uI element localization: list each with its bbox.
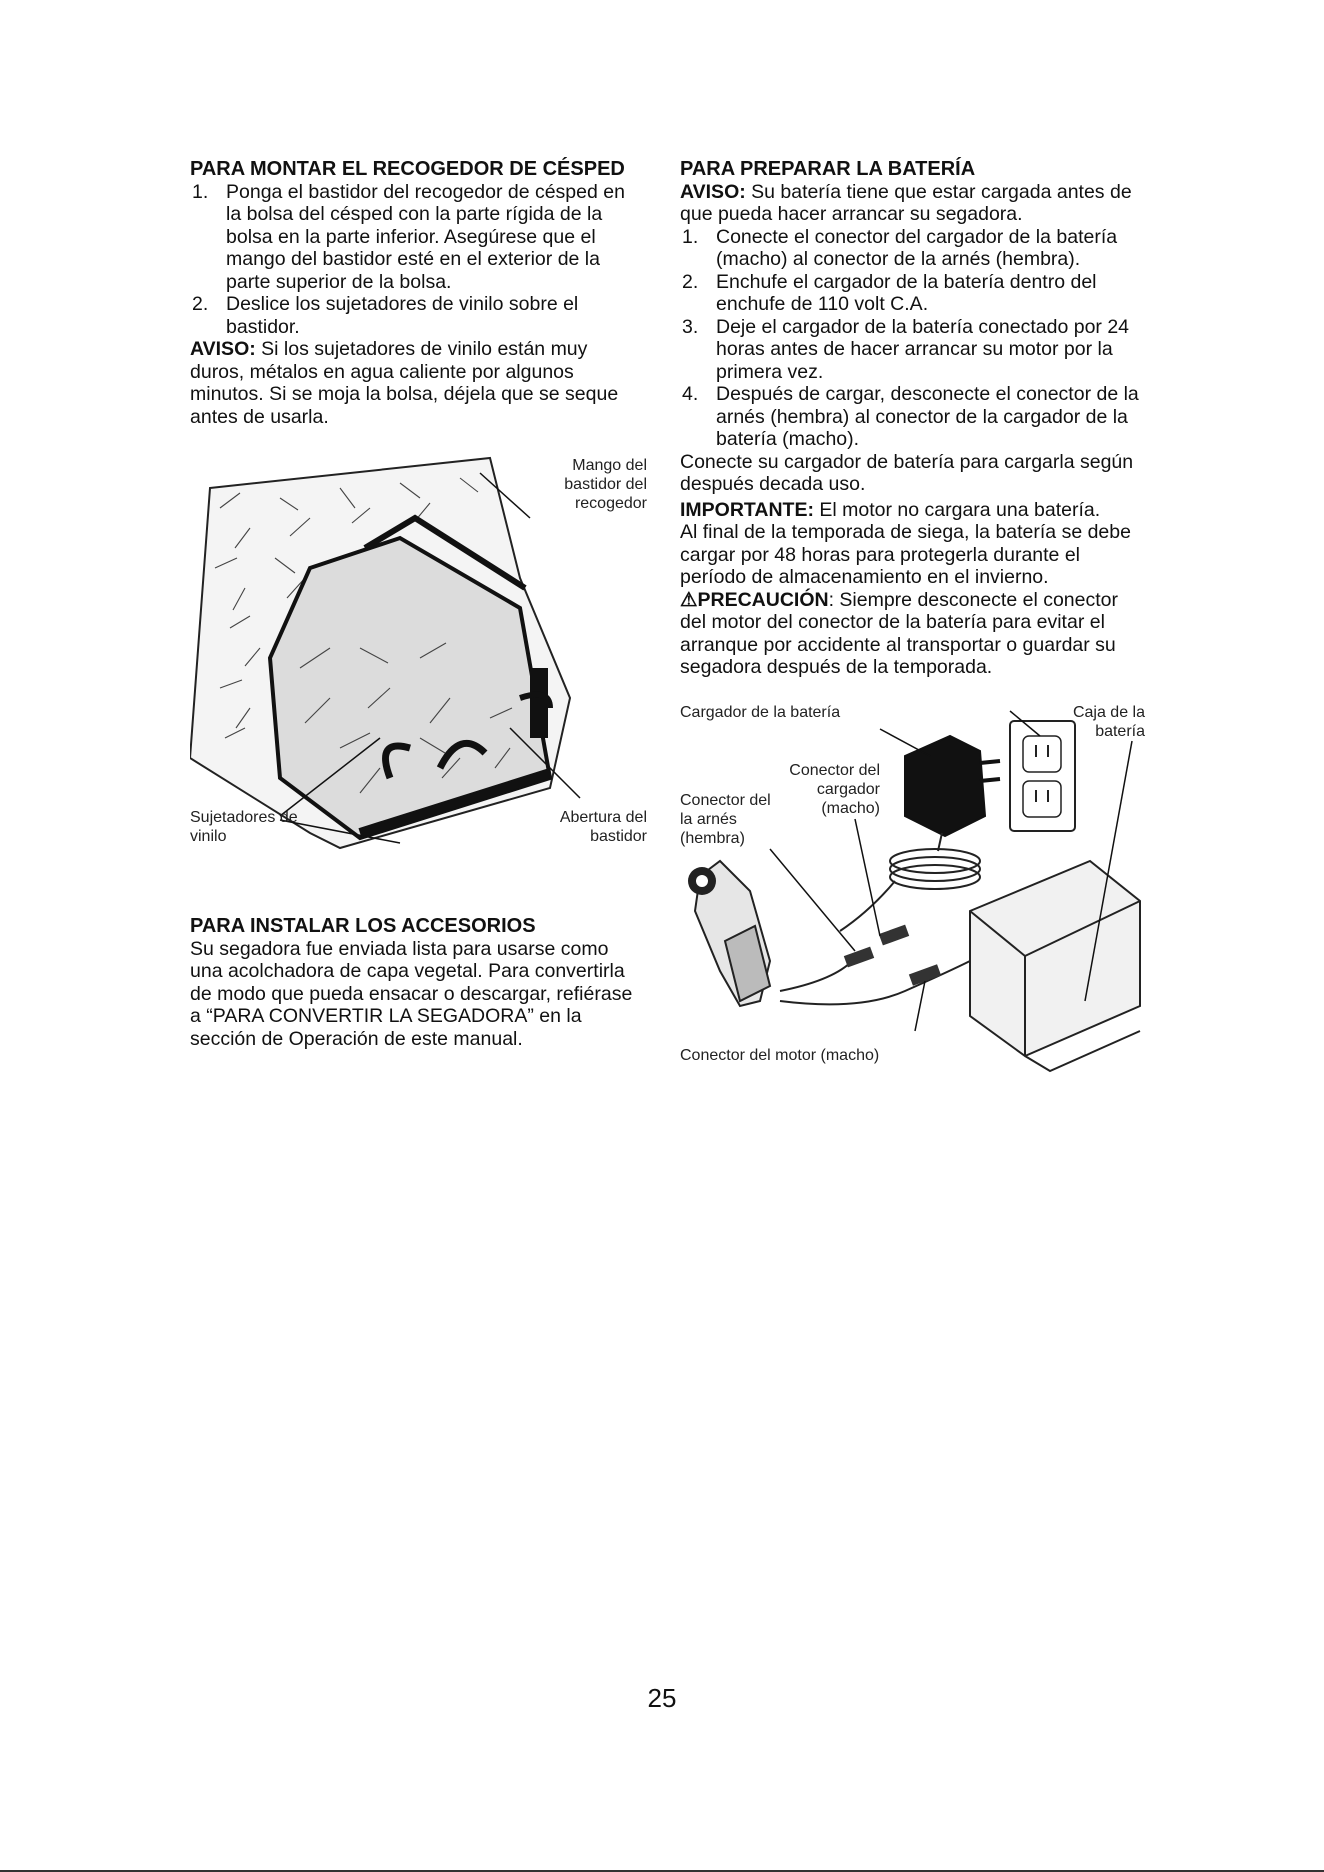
- grass-catcher-figure: [190, 448, 650, 853]
- accessories-text: Su segadora fue enviada lista para usarse como una acolchadora de capa vegetal. Para convertirla de modo que pueda ensacar o descargar, refiérase a “PARA CONVERTIR LA SEGADORA” en la sección de Operación de este manual.: [190, 937, 633, 1050]
- battery-figure: [680, 701, 1150, 1091]
- step-text: Conecte el conector del cargador de la batería (macho) al conector de la arnés (hembra).: [716, 225, 1118, 270]
- mount-step-2: [190, 293, 645, 338]
- mount-step-1: [190, 181, 645, 294]
- right-column: [680, 158, 1145, 1091]
- battery-step-1: [680, 226, 1140, 271]
- caution-label: PRECAUCIÓN: [697, 588, 829, 611]
- step-text: Enchufe el cargador de la batería dentro del enchufe de 110 volt C.A.: [716, 270, 1097, 315]
- accessories-heading: PARA INSTALAR LOS ACCESORIOS: [190, 915, 536, 937]
- caution-note: [680, 589, 1140, 679]
- mount-heading: PARA MONTAR EL RECOGEDOR DE CÉSPED: [190, 158, 625, 180]
- notice-label: AVISO:: [190, 338, 256, 360]
- battery-steps: [680, 226, 1140, 451]
- step-text: Deje el cargador de la batería conectado por 24 horas antes de hacer arrancar su motor por la primera vez.: [716, 315, 1130, 383]
- motor-starter-icon: [688, 861, 770, 1006]
- label-charger-connector: Conector del cargador (macho): [789, 761, 880, 817]
- step-number: 2.: [682, 270, 699, 293]
- battery-heading: PARA PREPARAR LA BATERÍA: [680, 158, 976, 180]
- left-column: [190, 158, 645, 1050]
- notice-text: Su batería tiene que estar cargada antes de que pueda hacer arrancar su segadora.: [680, 180, 1132, 225]
- label-harness-connector: Conector del la arnés (hembra): [680, 791, 771, 847]
- step-number: 4.: [682, 383, 699, 405]
- label-clips: Sujetadores de vinilo: [190, 809, 298, 845]
- battery-step-3: [680, 316, 1140, 384]
- mount-notice: [190, 338, 645, 428]
- page-number: 25: [647, 1683, 677, 1713]
- mount-steps: [190, 181, 645, 339]
- battery-step-2: [680, 271, 1140, 316]
- label-battery-box: Caja de la batería: [1072, 703, 1145, 740]
- notice-text: Si los sujetadores de vinilo están muy duros, métalos en agua caliente por algunos minutos. Si se moja la bolsa, déjela que se seque antes de usarla.: [190, 338, 619, 428]
- label-opening: Abertura del bastidor: [559, 809, 647, 845]
- important-note: [680, 499, 1140, 522]
- label-charger: Cargador de la batería: [680, 703, 841, 721]
- after-steps-text: Conecte su cargador de batería para cargarla según después decada uso.: [680, 450, 1134, 495]
- step-text: Ponga el bastidor del recogedor de césped en la bolsa del césped con la parte rígida de la bolsa en la parte inferior. Asegúrese que el mango del bastidor esté en el exterior de la parte superior de la bolsa.: [226, 180, 625, 293]
- step-number: 1.: [682, 225, 699, 248]
- important-text: El motor no cargara una batería.: [813, 498, 1101, 521]
- step-number: 3.: [682, 315, 699, 338]
- season-text: Al final de la temporada de siega, la batería se debe cargar por 48 horas para protegerla durante el período de almacenamiento en el invierno.: [680, 521, 1131, 588]
- label-handle: Mango del bastidor del recogedor: [564, 457, 647, 512]
- step-text: Deslice los sujetadores de vinilo sobre el bastidor.: [226, 293, 579, 338]
- important-label: IMPORTANTE:: [680, 498, 814, 521]
- step-text: Después de cargar, desconecte el conector de la arnés (hembra) al conector de la cargador de la batería (macho).: [716, 383, 1139, 450]
- battery-box-icon: [970, 861, 1140, 1071]
- battery-step-4: [680, 383, 1140, 451]
- battery-charger-illustration: [680, 701, 1150, 1091]
- battery-notice: [680, 181, 1140, 226]
- notice-label: AVISO:: [680, 180, 746, 203]
- step-number: 1.: [192, 180, 209, 203]
- caution-text: : Siempre desconecte el conector del motor del conector de la batería para evitar el arranque por accidente al transportar o guardar su segadora después de la temporada.: [680, 588, 1118, 678]
- warning-triangle-icon: ⚠: [680, 588, 698, 611]
- step-number: 2.: [192, 293, 209, 315]
- label-motor-connector: Conector del motor (macho): [680, 1046, 880, 1064]
